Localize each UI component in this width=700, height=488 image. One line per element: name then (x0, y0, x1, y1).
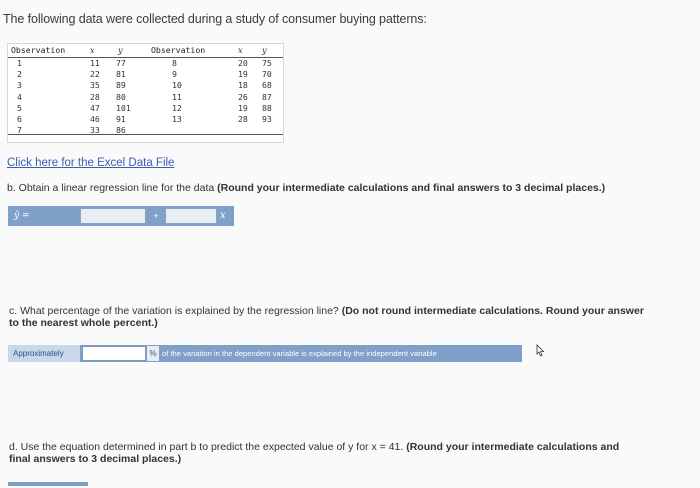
part-b-question (7, 182, 605, 194)
table-footer-line (8, 134, 283, 135)
header-y-2: y (262, 45, 267, 55)
part-d-answer-row[interactable] (8, 482, 88, 486)
table-cell: 12 (172, 102, 182, 113)
table-cell: 93 (262, 114, 272, 124)
mouse-cursor-icon (534, 344, 546, 358)
header-y: y (118, 45, 123, 55)
table-cell: 80 (116, 91, 126, 102)
table-cell: 6 (17, 114, 22, 124)
table-cell: 88 (262, 102, 272, 113)
table-cell: 47 (90, 102, 100, 113)
approximately-label: Approximately (8, 345, 80, 362)
table-cell: 33 (90, 125, 100, 136)
table-cell: 13 (172, 114, 182, 124)
part-d-instructions-2: final answers to 3 decimal places.) (9, 453, 182, 465)
table-cell: 3 (17, 80, 22, 91)
table-cell: 87 (262, 91, 272, 102)
x-label: x (220, 210, 226, 221)
table-cell: 28 (238, 114, 248, 124)
part-d-question (9, 441, 619, 453)
header-x: x (90, 45, 95, 55)
header-observation: Observation (11, 45, 66, 55)
table-cell: 5 (17, 102, 22, 113)
excel-data-link[interactable]: Click here for the Excel Data File (7, 157, 175, 169)
table-cell: 19 (238, 102, 248, 113)
percentage-suffix: of the variation in the dependent variable is explained by the independent variable (162, 349, 437, 358)
table-cell: 9 (172, 69, 177, 80)
table-cell: 2 (17, 69, 22, 80)
table-cell: 11 (172, 91, 182, 102)
table-cell: 11 (90, 58, 100, 68)
regression-answer-row (8, 206, 234, 226)
part-c-text: c. What percentage of the variation is explained by the regression line? (9, 305, 339, 317)
table-cell: 22 (90, 69, 100, 80)
table-cell: 70 (262, 69, 272, 80)
table-cell: 20 (238, 58, 248, 68)
intercept-input[interactable] (80, 208, 146, 224)
percentage-answer-row (8, 345, 522, 362)
data-table (7, 43, 284, 143)
part-c-question (9, 305, 644, 317)
table-cell: 91 (116, 114, 126, 124)
table-cell: 28 (90, 91, 100, 102)
part-c-instructions-2: to the nearest whole percent.) (9, 317, 158, 329)
table-cell: 7 (17, 125, 22, 136)
part-d-text: d. Use the equation determined in part b to predict the expected value of y for x = 41. (9, 441, 404, 453)
table-cell: 81 (116, 69, 126, 80)
part-d-question-line2 (9, 453, 181, 465)
table-cell: 101 (116, 102, 131, 113)
table-cell: 10 (172, 80, 182, 91)
part-b-instructions: (Round your intermediate calculations and final answers to 3 decimal places.) (217, 182, 606, 194)
plus-sign: + (153, 211, 159, 221)
table-cell: 1 (17, 58, 22, 68)
y-hat-label: ŷ = (14, 211, 30, 221)
table-cell: 75 (262, 58, 272, 68)
table-cell: 68 (262, 80, 272, 91)
part-d-instructions-1: (Round your intermediate calculations and (406, 441, 620, 453)
table-cell: 8 (172, 58, 177, 68)
percentage-input[interactable] (82, 346, 146, 361)
intro-text: The following data were collected during a study of consumer buying patterns: (3, 12, 427, 26)
table-cell: 89 (116, 80, 126, 91)
header-observation-2: Observation (151, 45, 206, 55)
table-cell: 77 (116, 58, 126, 68)
percent-sign: % (147, 346, 159, 361)
part-b-text: b. Obtain a linear regression line for the data (7, 182, 215, 194)
table-cell: 35 (90, 80, 100, 91)
table-cell: 4 (17, 91, 22, 102)
part-c-instructions-1: (Do not round intermediate calculations. Round your answer (341, 305, 644, 317)
table-cell: 18 (238, 80, 248, 91)
header-x-2: x (238, 45, 243, 55)
slope-input[interactable] (165, 208, 217, 224)
table-cell: 86 (116, 125, 126, 136)
table-cell: 19 (238, 69, 248, 80)
table-cell: 46 (90, 114, 100, 124)
part-c-question-line2 (9, 317, 158, 329)
table-cell: 26 (238, 91, 248, 102)
